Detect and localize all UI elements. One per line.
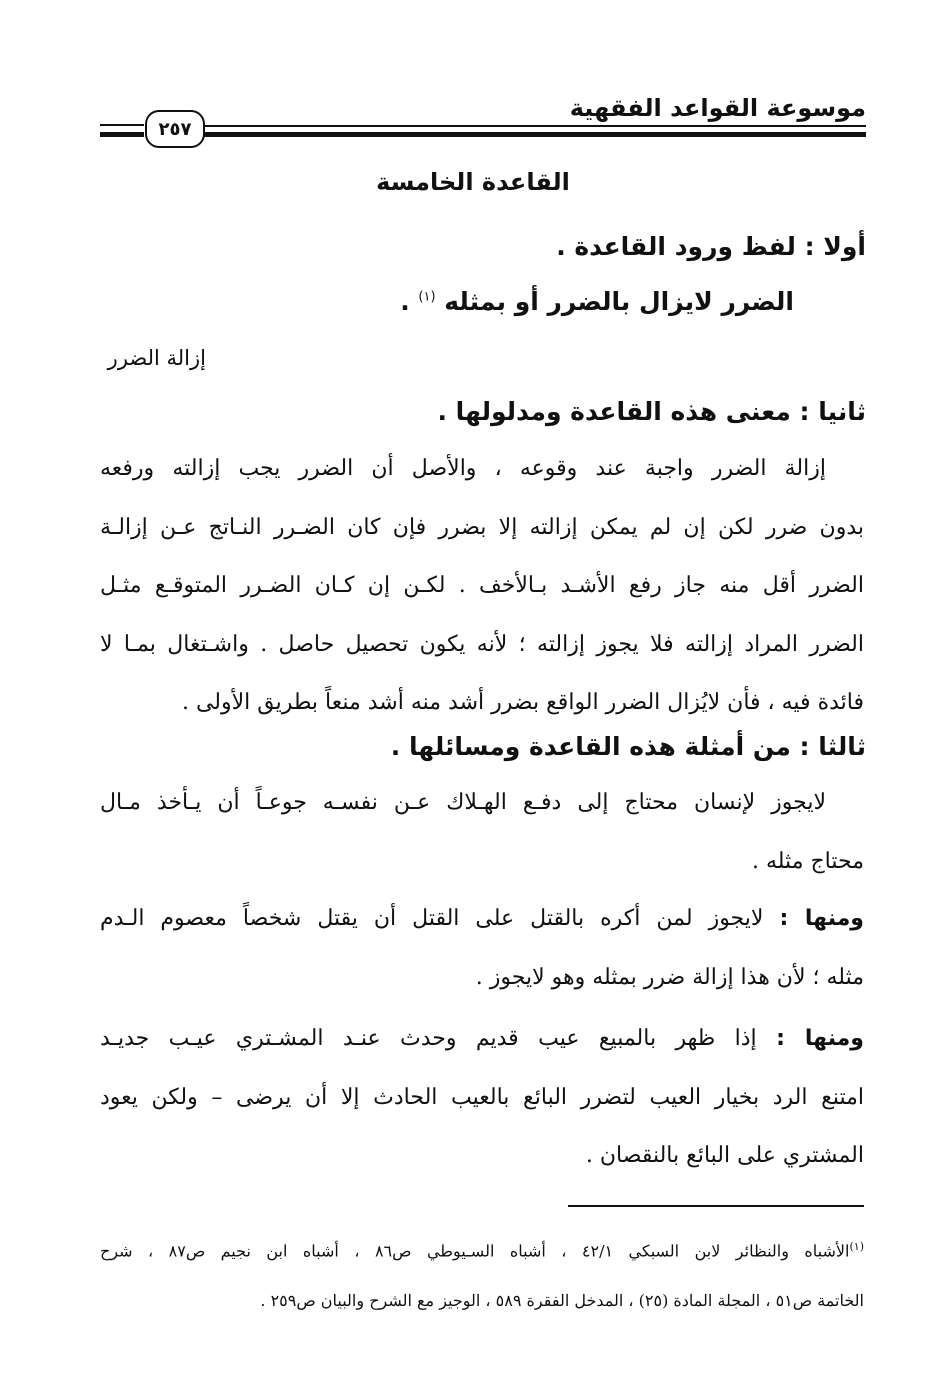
- rule-statement-text: الضرر لايزال بالضرر أو بمثله: [444, 287, 794, 316]
- book-title: موسوعة القواعد الفقهية: [569, 94, 866, 122]
- rule-statement: [400, 287, 794, 316]
- side-note: إزالة الضرر: [107, 346, 206, 370]
- section-heading-third: ثالثا : من أمثلة هذه القاعدة ومسائلها .: [390, 732, 866, 761]
- footnote-separator: [568, 1205, 864, 1207]
- paragraph-line-text: إذا ظهر بالمبيع عيب قديم وحدث عنـد المشـتري عيـب جديـد: [100, 1026, 757, 1051]
- footnote-marker: (١): [849, 1240, 865, 1253]
- example-paragraph-1: [100, 774, 864, 891]
- rule-title: القاعدة الخامسة: [376, 168, 570, 196]
- paragraph-line: [100, 890, 864, 949]
- paragraph-line: امتنع الرد بخيار العيب لتضرر البائع بالعيب الحادث إلا أن يرضى – ولكن يعود: [100, 1084, 864, 1110]
- paragraph-line: محتاج مثله .: [751, 848, 864, 874]
- page-header: [100, 88, 866, 148]
- paragraph-line: إزالة الضرر واجبة عند وقوعه ، والأصل أن الضرر يجب إزالته ورفعه: [100, 456, 826, 481]
- footnote-reference: (١): [418, 289, 436, 305]
- paragraph-line: بدون ضرر لكن إن لم يمكن إزالته إلا بضرر فإن كان الضـرر النـاتج عـن إزالـة: [100, 514, 864, 540]
- section-heading-second: ثانيا : معنى هذه القاعدة ومدلولها .: [437, 397, 866, 426]
- example-paragraph-3: [100, 1010, 864, 1186]
- section-second-paragraph: [100, 440, 864, 733]
- paragraph-line: مثله ؛ لأن هذا إزالة ضرر بمثله وهو لايجوز .: [475, 964, 864, 990]
- header-rule-thin: [195, 125, 866, 127]
- header-rule-thick: [195, 132, 866, 137]
- rule-statement-end: .: [400, 287, 410, 316]
- footnote: [100, 1222, 864, 1326]
- paragraph-line: الضرر أقل منه جاز رفع الأشـد بـالأخف . لكـن إن كـان الضـرر المتوقـع مثـل: [100, 573, 864, 598]
- page-number: ٢٥٧: [158, 118, 192, 140]
- example-paragraph-2: [100, 890, 864, 1007]
- paragraph-line: لايجوز لإنسان محتاج إلى دفـع الهـلاك عـن نفسـه جوعـاً أن يـأخذ مـال: [100, 790, 826, 815]
- paragraph-line: فائدة فيه ، فأن لايُزال الضرر الواقع بضرر أشد منه أشد منعاً بطريق الأولى .: [181, 690, 864, 715]
- example-lead: ومنها :: [779, 906, 864, 931]
- footnote-line-text: الأشباه والنظائر لابن السبكي ٤٢/١ ، أشباه السـيوطي ص٨٦ ، أشباه ابن نجيم ص٨٧ ، شرح: [100, 1241, 850, 1261]
- section-heading-first: أولا : لفظ ورود القاعدة .: [556, 232, 866, 261]
- page-number-badge: [145, 110, 205, 148]
- paragraph-line: [100, 1010, 864, 1069]
- paragraph-line: الضرر المراد إزالته فلا يجوز إزالته ؛ لأنه يكون تحصيل حاصل . واشـتغال بمـا لا: [100, 631, 864, 657]
- footnote-line: [100, 1222, 864, 1276]
- example-lead: ومنها :: [776, 1026, 864, 1051]
- paragraph-line: المشتري على البائع بالنقصان .: [585, 1143, 864, 1168]
- header-rule-left-thick: [100, 132, 144, 137]
- paragraph-line-text: لايجوز لمن أكره بالقتل على القتل أن يقتل شخصاً معصوم الـدم: [100, 906, 764, 931]
- footnote-line: الخاتمة ص٥١ ، المجلة المادة (٢٥) ، المدخل الفقرة ٥٨٩ ، الوجيز مع الشرح والبيان ص٢٥٩ .: [260, 1291, 864, 1311]
- header-rule-left-thin: [100, 124, 144, 126]
